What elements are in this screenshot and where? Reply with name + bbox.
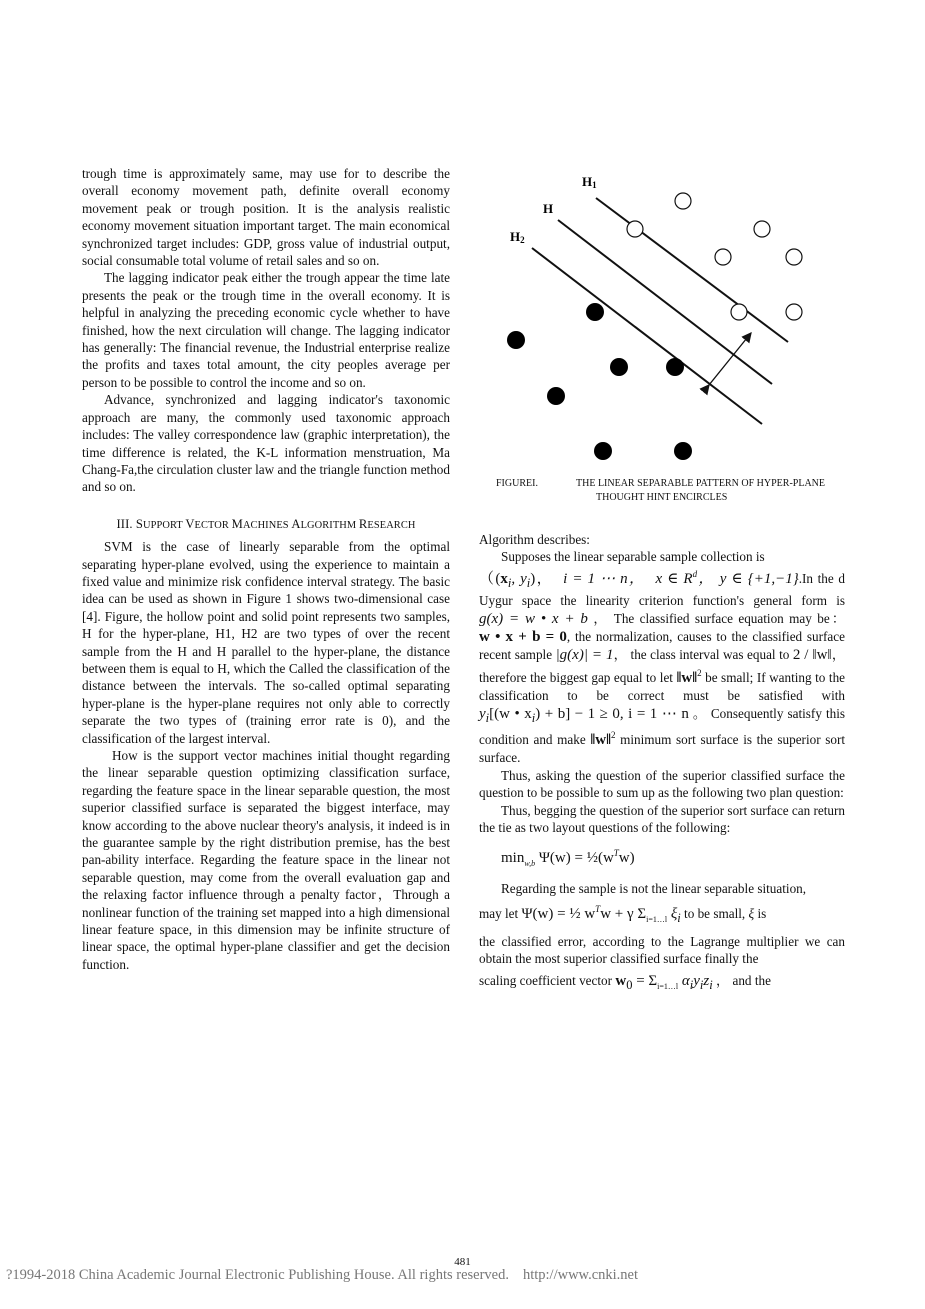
equation-minimization: $\min_{w,b} \Psi(w)$ = $\frac{1}{2}(w^Tw)$ [501,847,635,868]
equation-classified-surface: w • x + b = 0 [479,629,567,646]
solid-point [666,358,684,376]
hollow-point [627,221,643,237]
hollow-point [786,304,802,320]
figure-caption-line2: THOUGHT HINT ENCIRCLES [596,492,728,503]
paragraph-economic-sync: trough time is approximately same, may use for to describe the overall economy movement path, definite overall economy movement peak or trough position. It is the analysis realistic economy movement situation important target. The main economical synchronized target includes: GDP, gross value of industrial output, social consumable total volume of retail sales and so on. [82,166,450,269]
footer-copyright: ?1994-2018 China Academic Journal Electronic Publishing House. All rights reserved. [6,1267,509,1283]
paragraph-svm-intro: SVM is the case of linearly separable from the optimal separating hyper-plane evolved, using the experience to maintain a fixed value and minimize risk confidence interval strategy. The basic idea can be used as shown in Figure 1 shows two-dimensional case [4]. Figure, the hollow point and solid point represents two samples, H for the hyper-plane, H1, H2 are two types of over the recent sample from the H and H parallel to the hyper-plane, the distance between them is equal to H, which the Called the classification of the distance between the intervals. The so-called optimal separating hyper-plane is the hyper-plane requires not only able to correctly separate the two types of (training error rate is 0), and the classification of the largest interval. [82,539,450,746]
hollow-point [754,221,770,237]
figure-caption-label: FIGUREI. [496,478,538,489]
paragraph-taxonomic-approach: Advance, synchronized and lagging indicator's taxonomic approach are many, the commonly used taxonomic approach includes: The valley correspondence law (graphic interpretation), the time difference is related, the K-L information menstruation, Ma Chang-Fa,the circulation cluster law and the triangle function method and so on. [82,392,450,495]
line-h [558,220,772,384]
solid-point [610,358,628,376]
figure-caption [496,477,846,505]
paragraph-lagrange: the classified error, according to the Lagrange multiplier we can obtain the most superior classified surface finally the [479,933,845,967]
equation-norm-squared-2: ‖w‖$^2$ [590,730,616,749]
footer-url[interactable]: http://www.cnki.net [522,1267,639,1283]
algorithm-heading: Algorithm describes: [479,532,590,547]
hollow-point [786,249,802,265]
paragraph-lagging-indicator: The lagging indicator peak either the trough appear the time late presents the peak or the trough time in the overall economy. It is helpful in analyzing the preceding economic cycle whether to have finished, how the next circulation will change. The lagging indicator has generally: The financial revenue, the Industrial enterprise realize the profits and taxes total amount, the city peoples average per person to be possible to control the income and so on. [82,270,450,390]
left-column [82,165,450,973]
hollow-points [627,193,802,320]
hollow-point [675,193,691,209]
paragraph-sample-collection: Supposes the linear separable sample collection is （($x_i$, $y_i$)， i = 1 ⋯ n， x ∈ $R^d$， y ∈ {+1,−1}.In the d Uygur space the linearity criterion function's general form is g(x) = w • x + b ， The classified surface equation may be： w • x + b = 0, the normalization, causes to the classified surface recent sample |g(x)| = 1， the class interval was equal to 2 / ‖w‖， therefore the biggest gap equal to let ‖w‖$^2$ be small; If wanting to the classification to be correct must be satisfied with $y_i[(w$ • $x_i) + b] - 1 \ge 0$, i = 1 ⋯ n 。 Consequently satisfy this condition and make ‖w‖$^2$ minimum sort surface is the superior sort surface. [479,549,846,766]
label-h2: H2 [510,229,525,245]
solid-point [547,387,565,405]
paragraph-svm-initial-thought: How is the support vector machines initial thought regarding the linear separable question optimizing classification surface, regarding the feature space in the linear separable question, the most superior classified surface is separated the biggest interface, may know according to the above nuclear theory's analysis, it indeed is in the guarantee sample by the right distribution premise, has the best pan-ability interface. Regarding the feature space in the linear not separable question, may come from the overall evaluation gap and the relaxing factor influence through a penalty factor，Through a nonlinear function of the training set mapped into a high dimensional linear feature space, in this dimension may be infinite structure of linear space, the optimal hyper-plane classifier and get the decision function. [82,748,450,972]
figure-svg [492,170,852,470]
footer [6,1267,638,1284]
equation-sample-set: （($x_i$, $y_i$)， i = 1 ⋯ n， x ∈ $R^d$， y ∈ {+1,−1} [479,568,799,590]
section-number: III. [116,516,133,531]
paragraph-scaling-vector: scaling coefficient vector $w_0 = \Sigma_{i=1\dots l}$ $\alpha_iy_iz_i$ ， and the [479,972,771,992]
paragraph-layout-questions: Thus, begging the question of the superior sort surface can return the tie as two layout questions of the following: [479,802,845,836]
solid-point [586,303,604,321]
solid-point [674,442,692,460]
label-h: H [543,201,554,216]
equation-normalization: |g(x)| = 1 [555,647,614,664]
hollow-point [715,249,731,265]
paragraph-nonseparable: Regarding the sample is not the linear separable situation, [501,880,807,896]
equation-criterion-function: g(x) = w • x + b [479,610,588,627]
equation-scaling-vector: $w_0 = \Sigma_{i=1\dots l}$ $\alpha_iy_iz_i$ [615,972,713,992]
figure-hyperplane [492,170,852,470]
paragraph-slack-objective: may let Ψ(w) = ½ $w^Tw + \gamma$ $\Sigma_{i=1\dots l}$ $\xi_i$ to be small, ξ is [479,904,767,926]
section-heading: III. SUPPORT VECTOR MACHINES ALGORITHM RESEARCH [116,516,416,531]
label-h1: H1 [582,174,597,190]
solid-point [594,442,612,460]
equation-slack-objective: Ψ(w) = ½ $w^Tw + \gamma$ $\Sigma_{i=1\dots l}$ $\xi_i$ [521,904,681,926]
figure-caption-line1: THE LINEAR SEPARABLE PATTERN OF HYPER-PLANE [576,478,826,489]
solid-points [507,303,692,460]
right-column [479,531,845,999]
paragraph-superior-surface: Thus, asking the question of the superior classified surface the question to be possible to sum up as the following two plan question: [479,767,845,801]
solid-point [507,331,525,349]
equation-norm-squared: ‖w‖$^2$ [676,667,702,686]
equation-constraint: $y_i[(w$ • $x_i) + b] - 1 \ge 0$, i = 1 ⋯ n [479,705,689,725]
hollow-point [731,304,747,320]
equation-class-interval: 2 / ‖w‖ [792,647,832,664]
line-h2 [532,248,762,424]
page-number: 481 [454,1256,471,1268]
